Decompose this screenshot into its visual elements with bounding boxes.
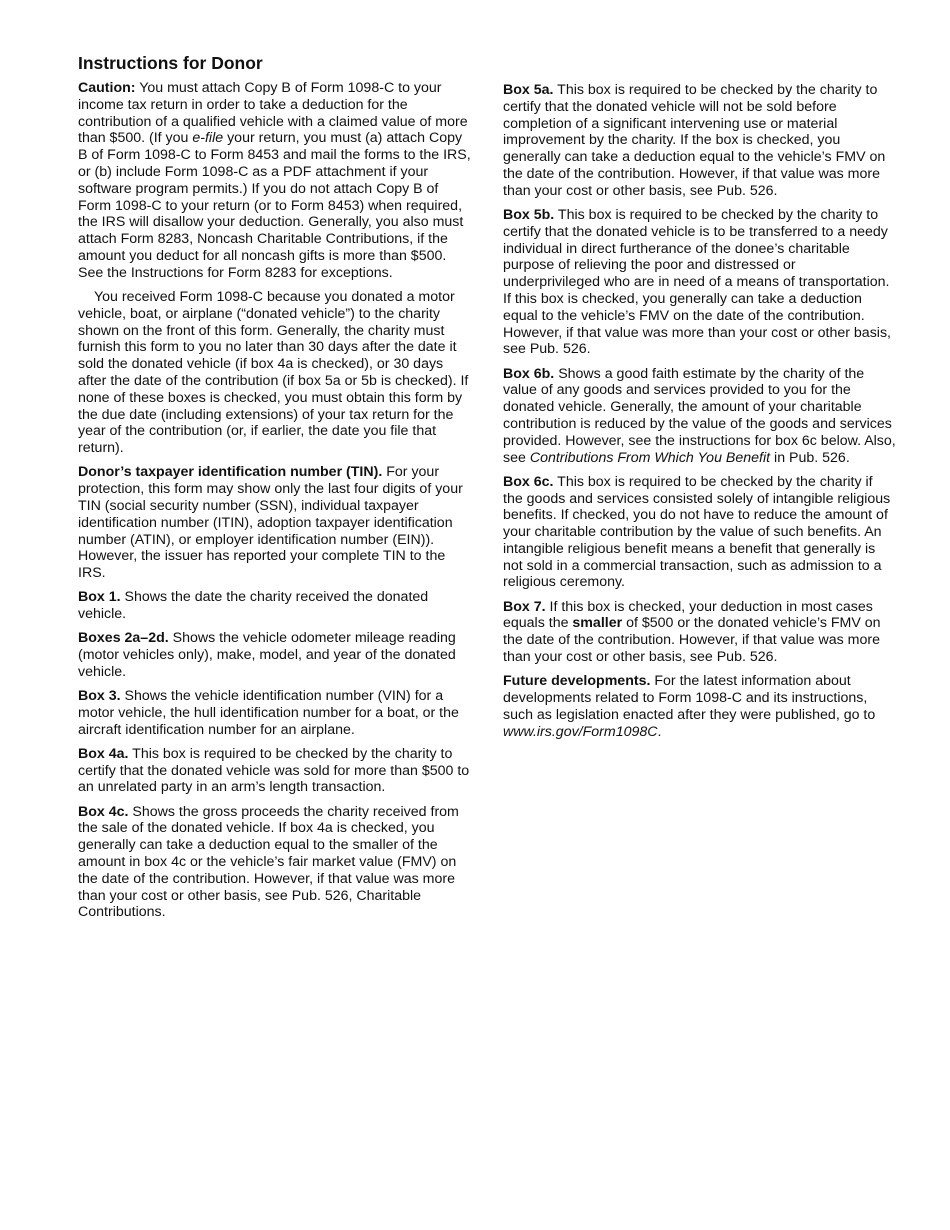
paragraph-heading: Donor’s taxpayer identification number (TIN). (78, 464, 383, 481)
paragraph-heading: Box 1. (78, 589, 121, 606)
paragraph-heading: Boxes 2a–2d. (78, 630, 169, 647)
instruction-paragraph (78, 589, 471, 623)
paragraph-heading: Box 6b. (503, 365, 555, 382)
paragraph-heading: Future developments. (503, 673, 651, 690)
paragraph-text: This box is required to be checked by the charity to certify that the donated vehicle was sold for more than $500 to an unrelated party in an arm’s length transaction. (78, 745, 470, 796)
paragraph-text: You received Form 1098-C because you donated a motor vehicle, boat, or airplane (“donated vehicle”) to the charity shown on the front of this form. Generally, the charity must furnish this form to you no later than 30 days after the date it sold the donated vehicle (if box 4a is checked), or 30 days after the date of the contribution (if box 5a or 5b is checked). If none of these boxes is checked, you must obtain this form by the due date (including extensions) of your tax return for the year of the contribution (or, if earlier, the date you file that return). (78, 288, 469, 457)
italic-text: e-file (192, 130, 224, 147)
paragraph-heading: Box 6c. (503, 473, 554, 490)
instruction-paragraph (78, 464, 471, 582)
instruction-paragraph (503, 474, 896, 592)
paragraph-text: your return, you must (a) attach Copy B of Form 1098-C to Form 8453 and mail the forms to the IRS, or (b) include Form 1098-C as a PDF attachment if your software program permits.) If you do not attach Copy B of Form 1098-C to your return (or to Form 8453) when required, the IRS will disallow your deduction. Generally, you also must attach Form 8283, Noncash Charitable Contributions, if the amount you deduct for all noncash gifts is more than $500. See the Instructions for Form 8283 for exceptions. (78, 130, 471, 281)
paragraph-text: Shows the gross proceeds the charity received from the sale of the donated vehicle. If box 4a is checked, you generally can take a deduction equal to the smaller of the amount in box 4c or the vehicle’s fair market value (FMV) on the date of the contribution. However, if that value was more than your cost or other basis, see Pub. 526, Charitable Contributions. (78, 803, 459, 921)
paragraph-text: of $500 or the donated vehicle’s FMV on the date of the contribution. However, if that value was more than your cost or other basis, see Pub. 526. (503, 615, 881, 666)
instruction-paragraph (503, 82, 896, 200)
instruction-paragraph (503, 207, 896, 358)
paragraph-text: This box is required to be checked by the charity if the goods and services consisted solely of intangible religious benefits. If checked, you do not have to reduce the amount of your charitable contribution by the value of such benefits. An intangible religious benefit means a benefit that generally is not sold in a commercial transaction, such as admission to a religious ceremony. (503, 473, 891, 591)
paragraph-text: Shows the date the charity received the donated vehicle. (78, 589, 429, 623)
paragraph-text: This box is required to be checked by the charity to certify that the donated vehicle is to be transferred to a needy individual in direct furtherance of the donee’s charitable purpose of relieving the poor and distressed or underprivileged who are in need of a means of transportation. If this box is checked, you generally can take a deduction equal to the vehicle’s FMV on the date of the contribution. However, if that value was more than your cost or other basis, see Pub. 526. (503, 206, 891, 358)
instruction-paragraph (78, 688, 471, 738)
instruction-paragraph (78, 746, 471, 796)
paragraph-heading: Box 5b. (503, 206, 555, 223)
paragraph-heading: Box 4c. (78, 803, 129, 820)
instruction-paragraph (503, 599, 896, 666)
instruction-paragraph (503, 366, 896, 467)
paragraph-heading: Box 4a. (78, 745, 129, 762)
paragraph-heading: Box 7. (503, 598, 546, 615)
paragraph-text: Shows a good faith estimate by the charity of the value of any goods and services provided to you for the donated vehicle. Generally, the amount of your charitable contribution is reduced by the value of the goods and services provided. However, see the instructions for box 6c below. Also, see (503, 365, 896, 466)
paragraph-text: This box is required to be checked by the charity to certify that the donated vehicle will not be sold before completion of a significant intervening use or material improvement by the charity. If the box is checked, you generally can take a deduction equal to the vehicle’s FMV on the date of the contribution. However, if that value was more than your cost or other basis, see Pub. 526. (503, 82, 886, 199)
paragraph-heading: Box 3. (78, 688, 121, 705)
instruction-paragraph (503, 673, 896, 740)
paragraph-heading: Box 5a. (503, 82, 554, 98)
instruction-paragraph (78, 630, 471, 680)
paragraph-heading: Caution: (78, 80, 136, 96)
paragraph-text: For your protection, this form may show only the last four digits of your TIN (social security number (SSN), individual taxpayer identification number (ITIN), adoption taxpayer identification number (ATIN), or employer identification number (EIN)). However, the issuer has reported your complete TIN to the IRS. (78, 464, 463, 582)
italic-text: Contributions From Which You Benefit (529, 449, 771, 466)
paragraph-text: You must attach Copy B of Form 1098-C to your income tax return in order to take a deduction for the contribution of a qualified vehicle with a claimed value of more than $500. (If you (78, 80, 468, 147)
instruction-paragraph (78, 80, 471, 282)
paragraph-text: If this box is checked, your deduction in most cases equals the (503, 598, 873, 632)
left-column (78, 80, 471, 929)
instruction-paragraph (78, 804, 471, 922)
right-column (503, 82, 896, 748)
page-title: Instructions for Donor (78, 53, 263, 73)
paragraph-text: . (657, 723, 662, 740)
instruction-paragraph (78, 289, 471, 457)
paragraph-heading: smaller (572, 615, 623, 632)
paragraph-text: For the latest information about developments related to Form 1098-C and its instructions, such as legislation enacted after they were published, go to (503, 673, 876, 723)
paragraph-text: in Pub. 526. (770, 449, 850, 466)
paragraph-text: Shows the vehicle odometer mileage reading (motor vehicles only), make, model, and year of the donated vehicle. (78, 630, 456, 680)
paragraph-text: Shows the vehicle identification number (VIN) for a motor vehicle, the hull identification number for a boat, or the aircraft identification number for an airplane. (78, 688, 459, 738)
italic-text: www.irs.gov/Form1098C (503, 723, 658, 740)
